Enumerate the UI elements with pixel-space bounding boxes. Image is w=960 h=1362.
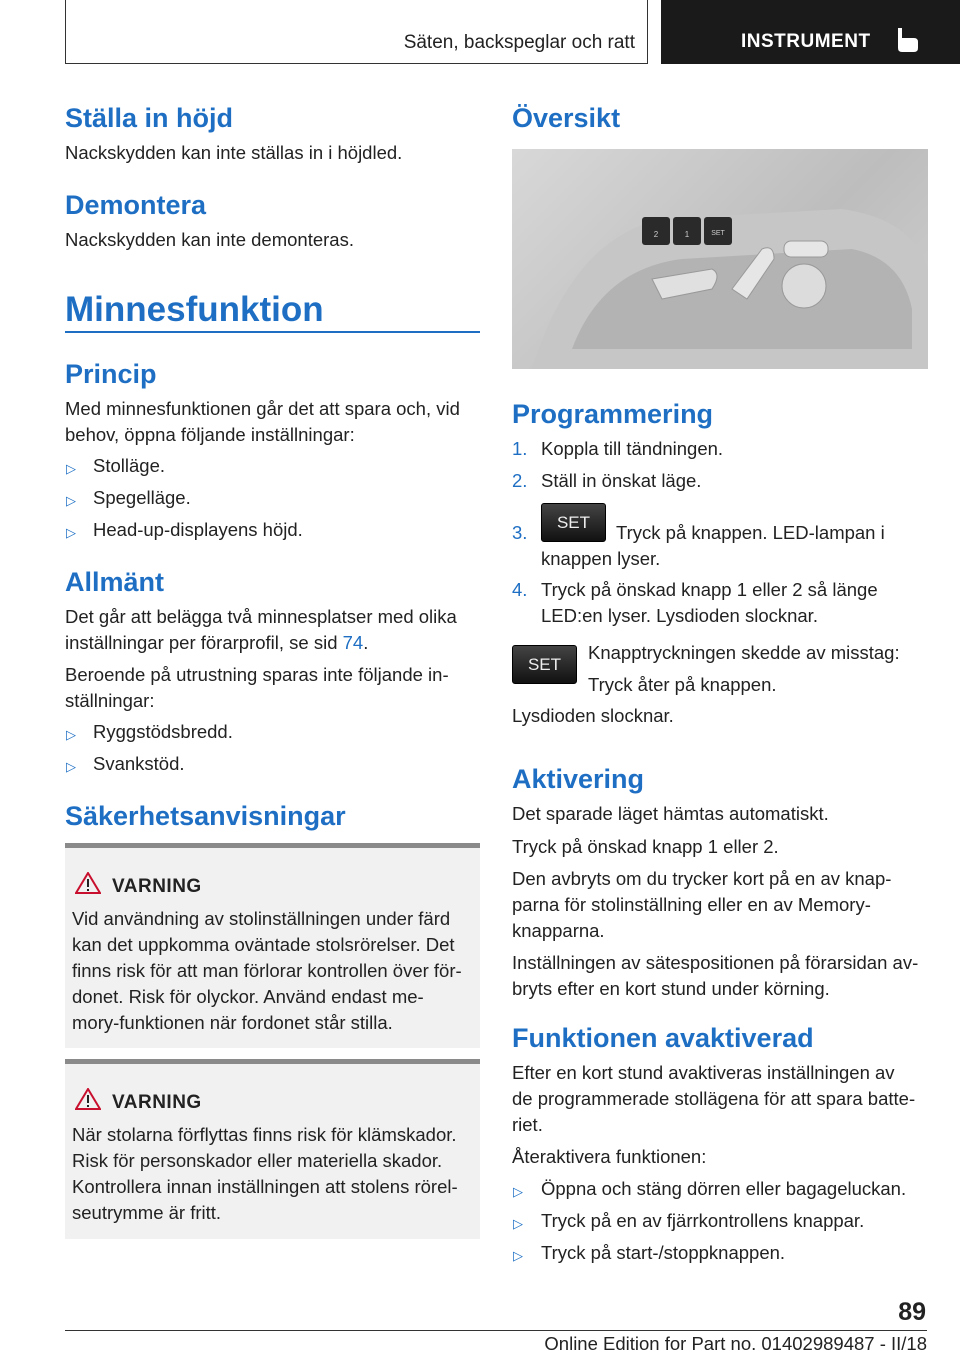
paragraph-stalla: Nackskydden kan inte ställas in i höjdled. (65, 142, 403, 163)
heading-funktionen-avaktiverad: Funktionen avaktiverad (512, 1023, 814, 1053)
section-title: Säten, backspeglar och ratt (403, 32, 635, 53)
paragraph-lysdiod: Lysdioden slocknar. (512, 705, 674, 726)
step-number: 4. (512, 579, 528, 600)
heading-programmering: Programmering (512, 399, 714, 429)
pointing-hand-icon (894, 26, 920, 52)
list-item: Ryggstödsbredd. (93, 721, 233, 742)
list-item: Head-up-displayens höjd. (93, 519, 303, 540)
mistake-text-2: Tryck åter på knappen. (588, 674, 777, 695)
step-text: Ställ in önskat läge. (541, 470, 702, 491)
page-reference-link[interactable]: 74 (342, 632, 364, 653)
paragraph-princip-1: Med minnesfunktionen går det att spara och, vid (65, 398, 460, 419)
paragraph-funk-2: Återaktivera funktionen: (512, 1146, 707, 1167)
paragraph-aktivering-4: bryts efter en kort stund under körning. (512, 978, 830, 999)
warning-box-2 (65, 1059, 480, 1239)
step-text-cont: LED:en lyser. Lysdioden slocknar. (541, 605, 818, 626)
heading-princip: Princip (65, 359, 157, 389)
paragraph-funk-1: Efter en kort stund avaktiveras inställningen av (512, 1062, 895, 1083)
paragraph-allmant-2a: Beroende på utrustning sparas inte följande in- (65, 664, 449, 685)
paragraph-allmant-1a: Det går att belägga två minnesplatser med olika (65, 606, 457, 627)
bullet-triangle-icon: ▷ (66, 493, 76, 508)
footer-rule (65, 1330, 927, 1331)
step-text: Tryck på önskad knapp 1 eller 2 så länge (541, 579, 878, 600)
heading-minnesfunktion: Minnesfunktion (65, 290, 324, 329)
set-button-icon: SET (541, 503, 606, 542)
paragraph-funk-1: riet. (512, 1114, 543, 1135)
paragraph-princip-2: behov, öppna följande inställningar: (65, 424, 355, 445)
memory-button-1-label: 1 (684, 230, 690, 239)
step-number: 3. (512, 522, 528, 543)
allmant-text: inställningar per förarprofil, se sid (65, 632, 338, 653)
warning-line: seutrymme är fritt. (72, 1202, 222, 1223)
warning-line: mory-funktionen när fordonet står stilla. (72, 1012, 393, 1033)
warning-triangle-icon (75, 872, 101, 894)
set-button-icon: SET (512, 645, 577, 684)
paragraph-aktivering-3: parna för stolinställning eller en av Memory- (512, 894, 871, 915)
warning-title: VARNING (112, 876, 202, 897)
paragraph-aktivering-4: Inställningen av sätespositionen på förarsidan av- (512, 952, 919, 973)
paragraph-allmant-2b: ställningar: (65, 690, 155, 711)
list-item: Spegelläge. (93, 487, 191, 508)
warning-title: VARNING (112, 1092, 202, 1113)
list-item: Tryck på en av fjärrkontrollens knappar. (541, 1210, 865, 1231)
seat-controls-illustration (512, 149, 928, 369)
paragraph-aktivering-1: Det sparade läget hämtas automatiskt. (512, 803, 829, 824)
heading-demontera: Demontera (65, 190, 207, 220)
step-number: 2. (512, 470, 528, 491)
bullet-triangle-icon: ▷ (513, 1184, 523, 1199)
heading-rule (65, 331, 480, 333)
page-number: 89 (898, 1298, 926, 1326)
warning-line: Risk för personskador eller materiella skador. (72, 1150, 443, 1171)
bullet-triangle-icon: ▷ (66, 525, 76, 540)
paragraph-demontera: Nackskydden kan inte demonteras. (65, 229, 354, 250)
warning-line: Vid användning av stolinställningen under färd (72, 908, 451, 929)
step-number: 1. (512, 438, 528, 459)
step-text: Koppla till tändningen. (541, 438, 724, 459)
list-item: Öppna och stäng dörren eller bagageluckan. (541, 1178, 907, 1199)
bullet-triangle-icon: ▷ (513, 1216, 523, 1231)
paragraph-funk-1: de programmerade stollägena för att spara batte- (512, 1088, 916, 1109)
paragraph-aktivering-2: Tryck på önskad knapp 1 eller 2. (512, 836, 779, 857)
heading-aktivering: Aktivering (512, 764, 645, 794)
chapter-tab-label: INSTRUMENT (741, 31, 871, 52)
paragraph-aktivering-3: Den avbryts om du trycker kort på en av knap- (512, 868, 892, 889)
bullet-triangle-icon: ▷ (513, 1248, 523, 1263)
list-item: Tryck på start-/stoppknappen. (541, 1242, 786, 1263)
paragraph-allmant-1b (65, 630, 368, 656)
paragraph-aktivering-3: knapparna. (512, 920, 605, 941)
warning-line: donet. Risk för olyckor. Använd endast me- (72, 986, 424, 1007)
warning-line: kan det uppkomma oväntade stolsrörelser. Det (72, 934, 455, 955)
heading-allmant: Allmänt (65, 567, 165, 597)
heading-stalla-in-hojd: Ställa in höjd (65, 103, 234, 133)
warning-line: Kontrollera innan inställningen att stolens rörel- (72, 1176, 458, 1197)
memory-button-2-label: 2 (653, 230, 659, 239)
footer-edition: Online Edition for Part no. 01402989487 - II/18 (544, 1333, 927, 1354)
warning-line: När stolarna förflyttas finns risk för klämskador. (72, 1124, 457, 1145)
seat-controls-photo (512, 149, 928, 369)
list-item: Stolläge. (93, 455, 165, 476)
bullet-triangle-icon: ▷ (66, 727, 76, 742)
bullet-triangle-icon: ▷ (66, 759, 76, 774)
bullet-triangle-icon: ▷ (66, 461, 76, 476)
step-text: Tryck på knappen. LED-lampan i (616, 522, 885, 543)
chapter-tab (661, 0, 960, 64)
heading-sakerhetsanvisningar: Säkerhetsanvisningar (65, 801, 346, 831)
warning-line: finns risk för att man förlorar kontrollen över för- (72, 960, 462, 981)
step-text-cont: knappen lyser. (541, 548, 661, 569)
warning-triangle-icon (75, 1088, 101, 1110)
set-button-label: SET (711, 230, 725, 237)
warning-box-1 (65, 843, 480, 1048)
mistake-text-1: Knapptryckningen skedde av misstag: (588, 642, 900, 663)
heading-oversikt: Översikt (512, 103, 621, 133)
allmant-period: . (363, 632, 369, 653)
list-item: Svankstöd. (93, 753, 185, 774)
